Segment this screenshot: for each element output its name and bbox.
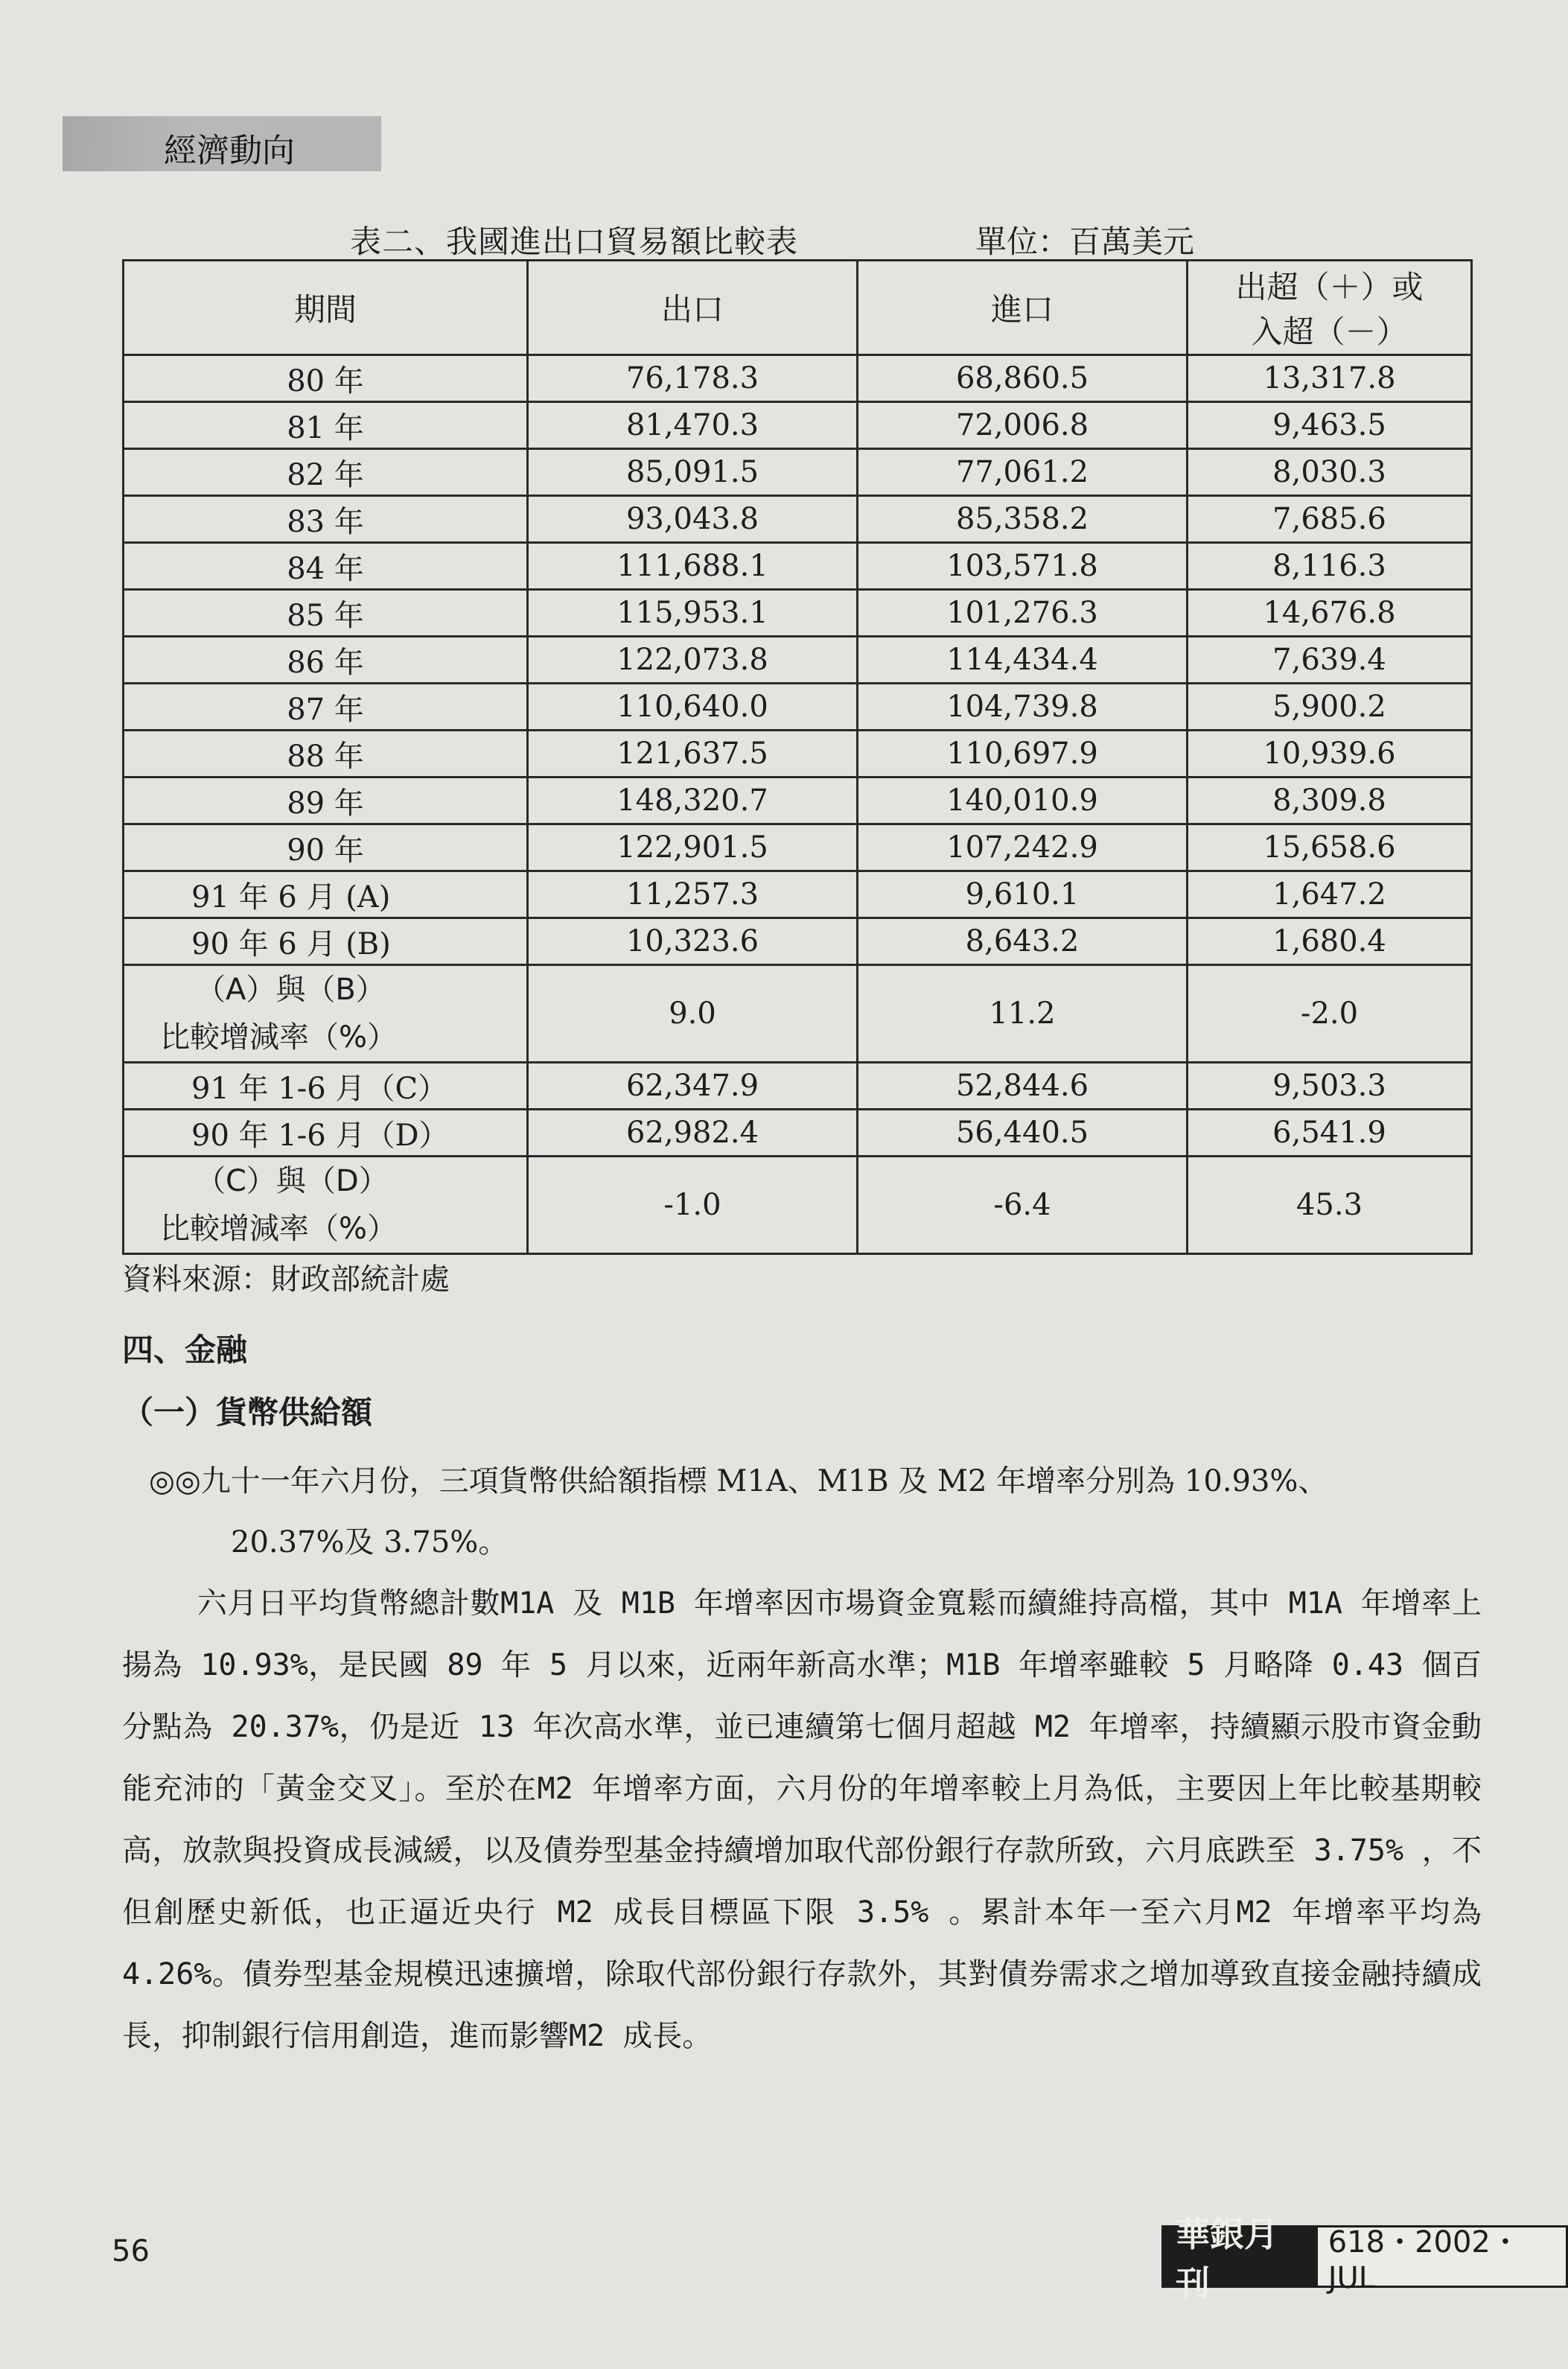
table-row xyxy=(124,637,1472,684)
cell-balance: 9,503.3 xyxy=(1188,1063,1472,1110)
table-row xyxy=(124,824,1472,871)
cell-import: -6.4 xyxy=(858,1157,1188,1254)
bullet-line-1: ◎◎九十一年六月份，三項貨幣供給額指標 M1A、M1B 及 M2 年增率分別為 10.93%、 xyxy=(149,1464,1328,1498)
journal-badge xyxy=(1161,2214,1568,2303)
cell-export: 110,640.0 xyxy=(528,684,858,731)
cell-period: 82 年 xyxy=(124,449,528,496)
cell-balance: 5,900.2 xyxy=(1188,684,1472,731)
cell-export: 62,347.9 xyxy=(528,1063,858,1110)
cell-balance: -2.0 xyxy=(1188,965,1472,1063)
cell-balance: 13,317.8 xyxy=(1188,355,1472,402)
table-row xyxy=(124,449,1472,496)
cell-balance: 8,030.3 xyxy=(1188,449,1472,496)
section-heading: 四、金融 xyxy=(122,1332,248,1368)
table-source: 資料來源：財政部統計處 xyxy=(122,1262,450,1297)
compare-label-line2: 比較增減率（%） xyxy=(160,1020,398,1055)
cell-import: 68,860.5 xyxy=(858,355,1188,402)
cell-compare-label xyxy=(124,965,528,1063)
cell-balance: 8,309.8 xyxy=(1188,778,1472,824)
cell-export: 11,257.3 xyxy=(528,871,858,918)
table-row xyxy=(124,918,1472,965)
cell-export: 9.0 xyxy=(528,965,858,1063)
cell-period: 85 年 xyxy=(124,590,528,637)
cell-period: 87 年 xyxy=(124,684,528,731)
cell-period: 84 年 xyxy=(124,543,528,590)
cell-export: 62,982.4 xyxy=(528,1110,858,1157)
cell-export: 10,323.6 xyxy=(528,918,858,965)
cell-export: 115,953.1 xyxy=(528,590,858,637)
cell-export: 111,688.1 xyxy=(528,543,858,590)
table-row xyxy=(124,402,1472,449)
cell-import: 72,006.8 xyxy=(858,402,1188,449)
cell-import: 104,739.8 xyxy=(858,684,1188,731)
cell-period: 89 年 xyxy=(124,778,528,824)
header-export: 出口 xyxy=(528,261,858,355)
cell-export: 148,320.7 xyxy=(528,778,858,824)
table-row xyxy=(124,355,1472,402)
table-row xyxy=(124,543,1472,590)
cell-import: 140,010.9 xyxy=(858,778,1188,824)
table-row xyxy=(124,731,1472,778)
cell-period: 91 年 6 月 (A) xyxy=(124,871,528,918)
cell-balance: 14,676.8 xyxy=(1188,590,1472,637)
journal-name: 華銀月刊 xyxy=(1164,2228,1318,2286)
cell-import: 110,697.9 xyxy=(858,731,1188,778)
table-row xyxy=(124,1110,1472,1157)
cell-compare-label xyxy=(124,1157,528,1254)
compare-label-line1: （C）與（D） xyxy=(196,1164,389,1198)
cell-export: 81,470.3 xyxy=(528,402,858,449)
cell-period: 86 年 xyxy=(124,637,528,684)
cell-import: 77,061.2 xyxy=(858,449,1188,496)
cell-import: 85,358.2 xyxy=(858,496,1188,543)
table-unit: 單位：百萬美元 xyxy=(975,223,1195,260)
table-row xyxy=(124,590,1472,637)
header-import: 進口 xyxy=(858,261,1188,355)
cell-import: 101,276.3 xyxy=(858,590,1188,637)
table-header-row xyxy=(124,261,1472,355)
bullet-paragraph xyxy=(149,1451,1474,1573)
header-balance xyxy=(1188,261,1472,355)
page-number: 56 xyxy=(112,2234,150,2268)
cell-balance: 10,939.6 xyxy=(1188,731,1472,778)
cell-period: 90 年 1-6 月（D） xyxy=(124,1110,528,1157)
cell-export: 122,901.5 xyxy=(528,824,858,871)
cell-period: 90 年 xyxy=(124,824,528,871)
cell-balance: 1,647.2 xyxy=(1188,871,1472,918)
trade-table xyxy=(122,259,1473,1255)
body-paragraph-text: 六月日平均貨幣總計數M1A 及 M1B 年增率因市場資金寬鬆而續維持高檔，其中 M1A 年增率上揚為 10.93%，是民國 89 年 5 月以來，近兩年新高水準；M1B 年增率雖較 5 月略降 0.43 個百分點為 20.37%，仍是近 13 年次高水準，並已連續第七個月超越 M2 年增率，持續顯示股市資金動能充沛的「黃金交叉」。至於在M2 年增率方面，六月份的年增率較上月為低，主要因上年比較基期較高，放款與投資成長減緩，以及債券型基金持續增加取代部份銀行存款所致，六月底跌至 3.75% ，不但創歷史新低，也正逼近央行 M2 成長目標區下限 3.5% 。累計本年一至六月M2 年增率平均為 4.26%。債券型基金規模迅速擴增，除取代部份銀行存款外，其對債券需求之增加導致直接金融持續成長，抑制銀行信用創造，進而影響M2 成長。 xyxy=(122,1586,1482,2053)
cell-balance: 1,680.4 xyxy=(1188,918,1472,965)
subsection-heading: （一）貨幣供給額 xyxy=(122,1394,373,1431)
cell-export: 121,637.5 xyxy=(528,731,858,778)
journal-issue: 618・2002・JUL xyxy=(1318,2228,1566,2286)
cell-export: 93,043.8 xyxy=(528,496,858,543)
table-caption: 表二、我國進出口貿易額比較表 xyxy=(350,223,799,260)
cell-balance: 9,463.5 xyxy=(1188,402,1472,449)
cell-import: 56,440.5 xyxy=(858,1110,1188,1157)
cell-balance: 7,639.4 xyxy=(1188,637,1472,684)
cell-balance: 15,658.6 xyxy=(1188,824,1472,871)
cell-import: 114,434.4 xyxy=(858,637,1188,684)
cell-export: 85,091.5 xyxy=(528,449,858,496)
cell-balance: 45.3 xyxy=(1188,1157,1472,1254)
cell-import: 52,844.6 xyxy=(858,1063,1188,1110)
cell-period: 83 年 xyxy=(124,496,528,543)
compare-row-ab xyxy=(124,965,1472,1063)
table-row xyxy=(124,871,1472,918)
body-paragraph xyxy=(122,1573,1482,2067)
compare-row-cd xyxy=(124,1157,1472,1254)
cell-export: 76,178.3 xyxy=(528,355,858,402)
cell-import: 9,610.1 xyxy=(858,871,1188,918)
cell-import: 11.2 xyxy=(858,965,1188,1063)
cell-period: 91 年 1-6 月（C） xyxy=(124,1063,528,1110)
cell-period: 90 年 6 月 (B) xyxy=(124,918,528,965)
header-period: 期間 xyxy=(124,261,528,355)
cell-export: 122,073.8 xyxy=(528,637,858,684)
cell-export: -1.0 xyxy=(528,1157,858,1254)
compare-label-line2: 比較增減率（%） xyxy=(160,1212,398,1246)
cell-balance: 7,685.6 xyxy=(1188,496,1472,543)
bullet-line-2: 20.37%及 3.75%。 xyxy=(231,1525,509,1559)
table-row xyxy=(124,684,1472,731)
table-row xyxy=(124,778,1472,824)
section-tab xyxy=(63,116,381,171)
cell-import: 8,643.2 xyxy=(858,918,1188,965)
cell-period: 81 年 xyxy=(124,402,528,449)
cell-period: 88 年 xyxy=(124,731,528,778)
compare-label-line1: （A）與（B） xyxy=(196,973,386,1007)
table-row xyxy=(124,1063,1472,1110)
cell-import: 103,571.8 xyxy=(858,543,1188,590)
section-tab-label: 經濟動向 xyxy=(164,132,295,170)
cell-balance: 6,541.9 xyxy=(1188,1110,1472,1157)
cell-import: 107,242.9 xyxy=(858,824,1188,871)
cell-balance: 8,116.3 xyxy=(1188,543,1472,590)
header-balance-line1: 出超（＋）或 xyxy=(1235,269,1424,305)
cell-period: 80 年 xyxy=(124,355,528,402)
table-row xyxy=(124,496,1472,543)
header-balance-line2: 入超（－） xyxy=(1251,314,1408,350)
